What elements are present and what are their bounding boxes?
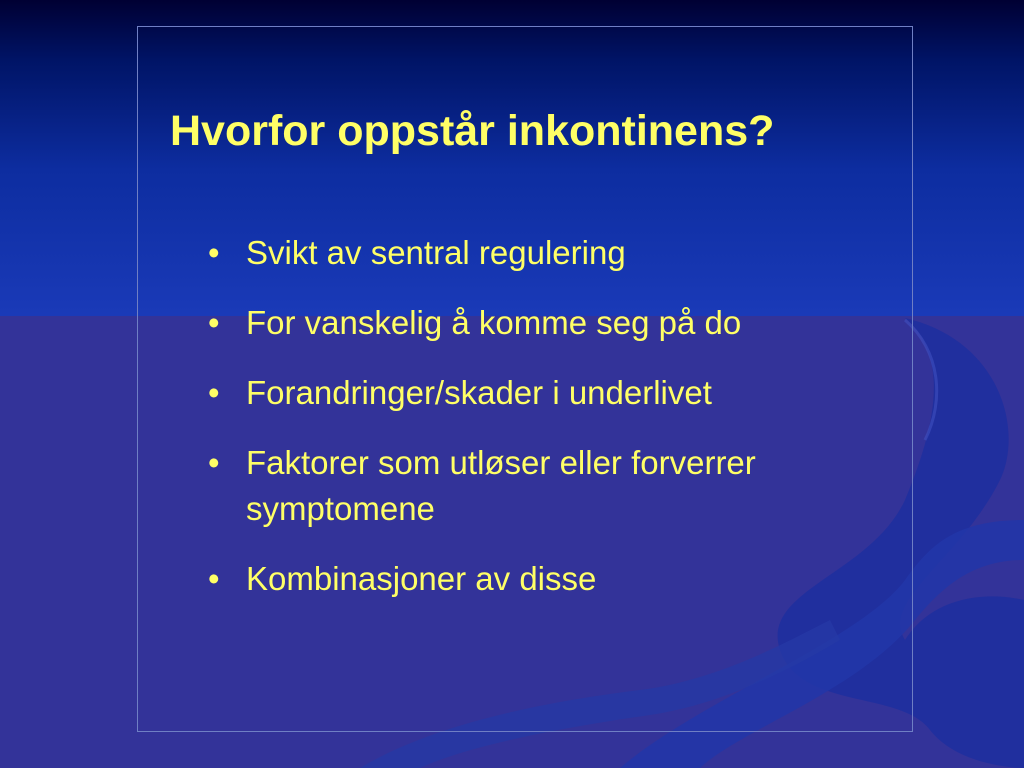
bullet-item: • Faktorer som utløser eller forverrer symptomene: [206, 440, 886, 532]
bullet-item: • Forandringer/skader i underlivet: [206, 370, 886, 416]
bullet-item: • Kombinasjoner av disse: [206, 556, 886, 602]
bullet-list: [206, 230, 886, 626]
bullet-item: • For vanskelig å komme seg på do: [206, 300, 886, 346]
slide-title: Hvorfor oppstår inkontinens?: [170, 107, 775, 155]
bullet-item: • Svikt av sentral regulering: [206, 230, 886, 276]
